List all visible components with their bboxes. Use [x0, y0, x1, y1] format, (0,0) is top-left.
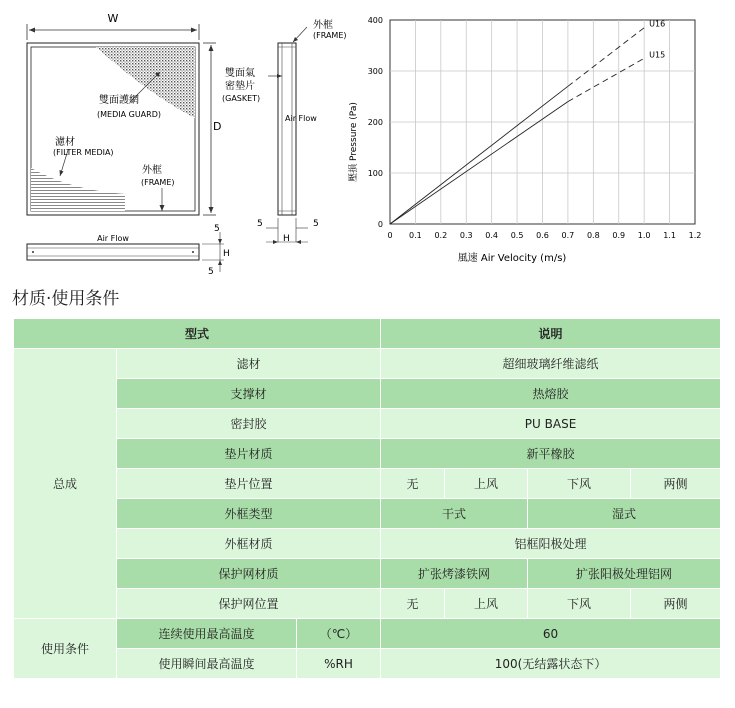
row-unit-max-temp: （℃） — [297, 619, 381, 649]
section-title: 材质·使用条件 — [12, 289, 120, 309]
side-dim-right: 5 — [313, 219, 319, 229]
x-tick-label: 1.1 — [663, 231, 676, 240]
guard-material-option: 扩张阳极处理铝网 — [528, 559, 721, 589]
gasket-position-option: 无 — [381, 469, 445, 499]
series-label-u16: U16 — [649, 19, 666, 29]
spec-table — [13, 318, 721, 679]
row-label-gasket-position: 垫片位置 — [117, 469, 381, 499]
row-label-frame-type: 外框类型 — [117, 499, 381, 529]
filter-media-label-zh: 濾材 — [55, 137, 75, 148]
x-tick-label: 0.9 — [612, 231, 626, 240]
row-value-gasket-material: 新平橡胶 — [381, 439, 721, 469]
row-value-max-temp: 60 — [381, 619, 721, 649]
y-tick-label: 200 — [367, 118, 383, 127]
row-label-media: 滤材 — [117, 349, 381, 379]
y-tick-label: 400 — [367, 16, 383, 25]
row-label-guard-material: 保护网材质 — [117, 559, 381, 589]
side-view — [222, 18, 347, 244]
group-conditions: 使用条件 — [14, 619, 117, 679]
side-air-flow-label: Air Flow — [285, 114, 317, 123]
bottom-h-label: H — [223, 249, 230, 259]
frame-label-en: (FRAME) — [141, 178, 175, 187]
filter-media-label-en: (FILTER MEDIA) — [53, 148, 114, 157]
x-tick-label: 0.8 — [586, 231, 600, 240]
bottom-view — [27, 224, 230, 277]
frame-type-option: 湿式 — [528, 499, 721, 529]
x-tick-label: 0.4 — [485, 231, 499, 240]
row-label-sealant: 密封胶 — [117, 409, 381, 439]
gasket-position-option: 下风 — [528, 469, 631, 499]
guard-material-option: 扩张烤漆铁网 — [381, 559, 528, 589]
row-value-media: 超细玻璃纤维滤纸 — [381, 349, 721, 379]
row-label-max-humidity: 使用瞬间最高温度 — [117, 649, 297, 679]
row-value-support: 热熔胶 — [381, 379, 721, 409]
chart-y-axis-label: 壓損 Pressure (Pa) — [349, 102, 359, 182]
row-unit-max-humidity: %RH — [297, 649, 381, 679]
chart-x-axis-label: 風速 Air Velocity (m/s) — [457, 253, 567, 264]
media-guard-label-zh: 雙面護網 — [99, 95, 139, 106]
x-tick-label: 1.0 — [637, 231, 651, 240]
y-tick-label: 100 — [367, 169, 383, 178]
group-assembly: 总成 — [14, 349, 117, 619]
guard-position-option: 下风 — [528, 589, 631, 619]
front-view — [27, 43, 199, 215]
guard-position-option: 上风 — [445, 589, 528, 619]
row-label-frame-material: 外框材质 — [117, 529, 381, 559]
row-label-gasket-material: 垫片材质 — [117, 439, 381, 469]
y-tick-label: 300 — [367, 67, 383, 76]
x-tick-label: 0.6 — [536, 231, 549, 240]
header-type: 型式 — [14, 319, 381, 349]
width-dimension — [27, 12, 199, 40]
gasket-position-option: 上风 — [445, 469, 528, 499]
bottom-air-flow-label: Air Flow — [97, 234, 129, 243]
guard-position-option: 无 — [381, 589, 445, 619]
frame-type-option: 干式 — [381, 499, 528, 529]
row-value-sealant: PU BASE — [381, 409, 721, 439]
width-label: W — [107, 12, 119, 25]
frame-label-zh: 外框 — [142, 165, 162, 176]
media-guard-label-en: (MEDIA GUARD) — [97, 110, 161, 119]
x-tick-label: 0.1 — [409, 231, 422, 240]
row-value-frame-material: 铝框阳极处理 — [381, 529, 721, 559]
header-description: 说明 — [381, 319, 721, 349]
row-value-max-humidity: 100(无结露状态下） — [381, 649, 721, 679]
y-tick-label: 0 — [377, 220, 383, 229]
filter-dimension-diagram — [0, 0, 347, 282]
x-tick-label: 0.3 — [459, 231, 473, 240]
x-tick-label: 0.7 — [561, 231, 575, 240]
side-h-label: H — [283, 234, 290, 244]
series-label-u15: U15 — [649, 50, 666, 60]
bottom-dim-bottom: 5 — [208, 267, 214, 277]
x-tick-label: 0.2 — [434, 231, 448, 240]
x-tick-label: 0 — [387, 231, 393, 240]
row-label-guard-position: 保护网位置 — [117, 589, 381, 619]
pressure-velocity-chart — [340, 16, 720, 270]
gasket-position-option: 两侧 — [631, 469, 721, 499]
side-frame-label-en: (FRAME) — [313, 31, 347, 40]
x-tick-label: 0.5 — [510, 231, 524, 240]
depth-label: D — [213, 120, 222, 133]
gasket-label-en: (GASKET) — [222, 94, 261, 103]
depth-dimension — [203, 43, 221, 215]
x-tick-label: 1.2 — [688, 231, 702, 240]
gasket-label-zh-1: 雙面氣 — [225, 68, 255, 79]
side-frame-label-zh: 外框 — [313, 20, 333, 31]
guard-position-option: 两侧 — [631, 589, 721, 619]
row-label-support: 支撑材 — [117, 379, 381, 409]
side-dim-left: 5 — [257, 219, 263, 229]
row-label-max-temp: 连续使用最高温度 — [117, 619, 297, 649]
bottom-dim-top: 5 — [214, 224, 220, 234]
gasket-label-zh-2: 密墊片 — [225, 81, 255, 92]
